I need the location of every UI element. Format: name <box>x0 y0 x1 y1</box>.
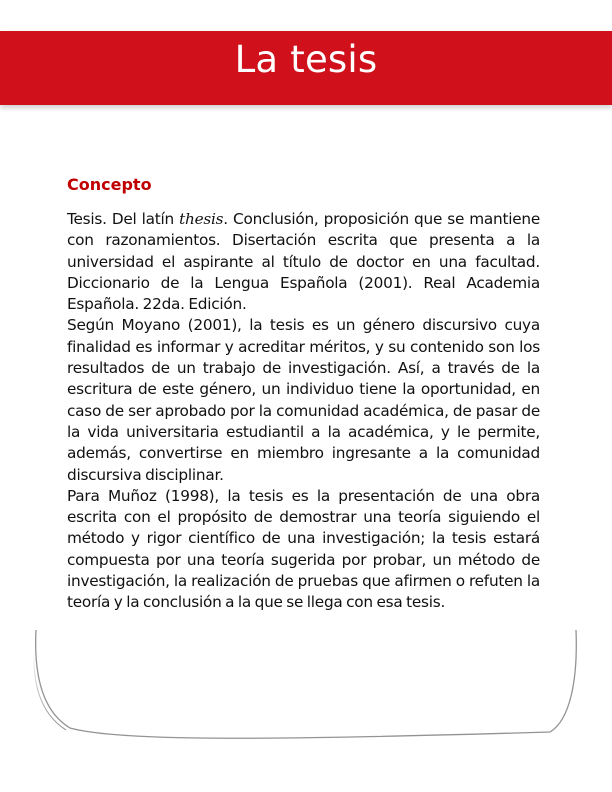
definition-paragraph <box>67 209 540 315</box>
title-banner <box>0 31 612 105</box>
moyano-paragraph: Según Moyano (2001), la tesis es un género discursivo cuya finalidad es informar y acreditar méritos, y su contenido son los resultados de un trabajo de investigación. Así, a través de la escritura de este género, un individuo tiene la oportunidad, en caso de ser aprobado por la comunidad académica, de pasar de la vida universitaria estudiantil a la académica, y le permite, además, convertirse en miembro ingresante a la comunidad discursiva disciplinar. <box>67 316 540 484</box>
page-title: La tesis <box>234 38 378 81</box>
page-curl-shadow <box>30 620 582 748</box>
munoz-paragraph: Para Muñoz (1998), la tesis es la presentación de una obra escrita con el propósito de demostrar una teoría siguiendo el método y rigor científico de una investigación; la tesis estará compuesta por una teoría sugerida por probar, un método de investigación, la realización de pruebas que afirmen o refuten la teoría y la conclusión a la que se llega con esa tesis. <box>67 486 540 612</box>
definition-text-start: Tesis. Del latín <box>67 210 180 228</box>
latin-term: thesis <box>179 210 224 228</box>
definition-text-end: . Conclusión, proposición que se mantiene con razonamientos. Disertación escrita que presenta a la universidad el aspirante al título de doctor en una facultad. Diccionario de la Lengua Española (2001). Real Academia Española. 22da. Edición. <box>67 210 540 314</box>
concept-section <box>67 172 540 614</box>
section-heading: Concepto <box>67 175 152 194</box>
